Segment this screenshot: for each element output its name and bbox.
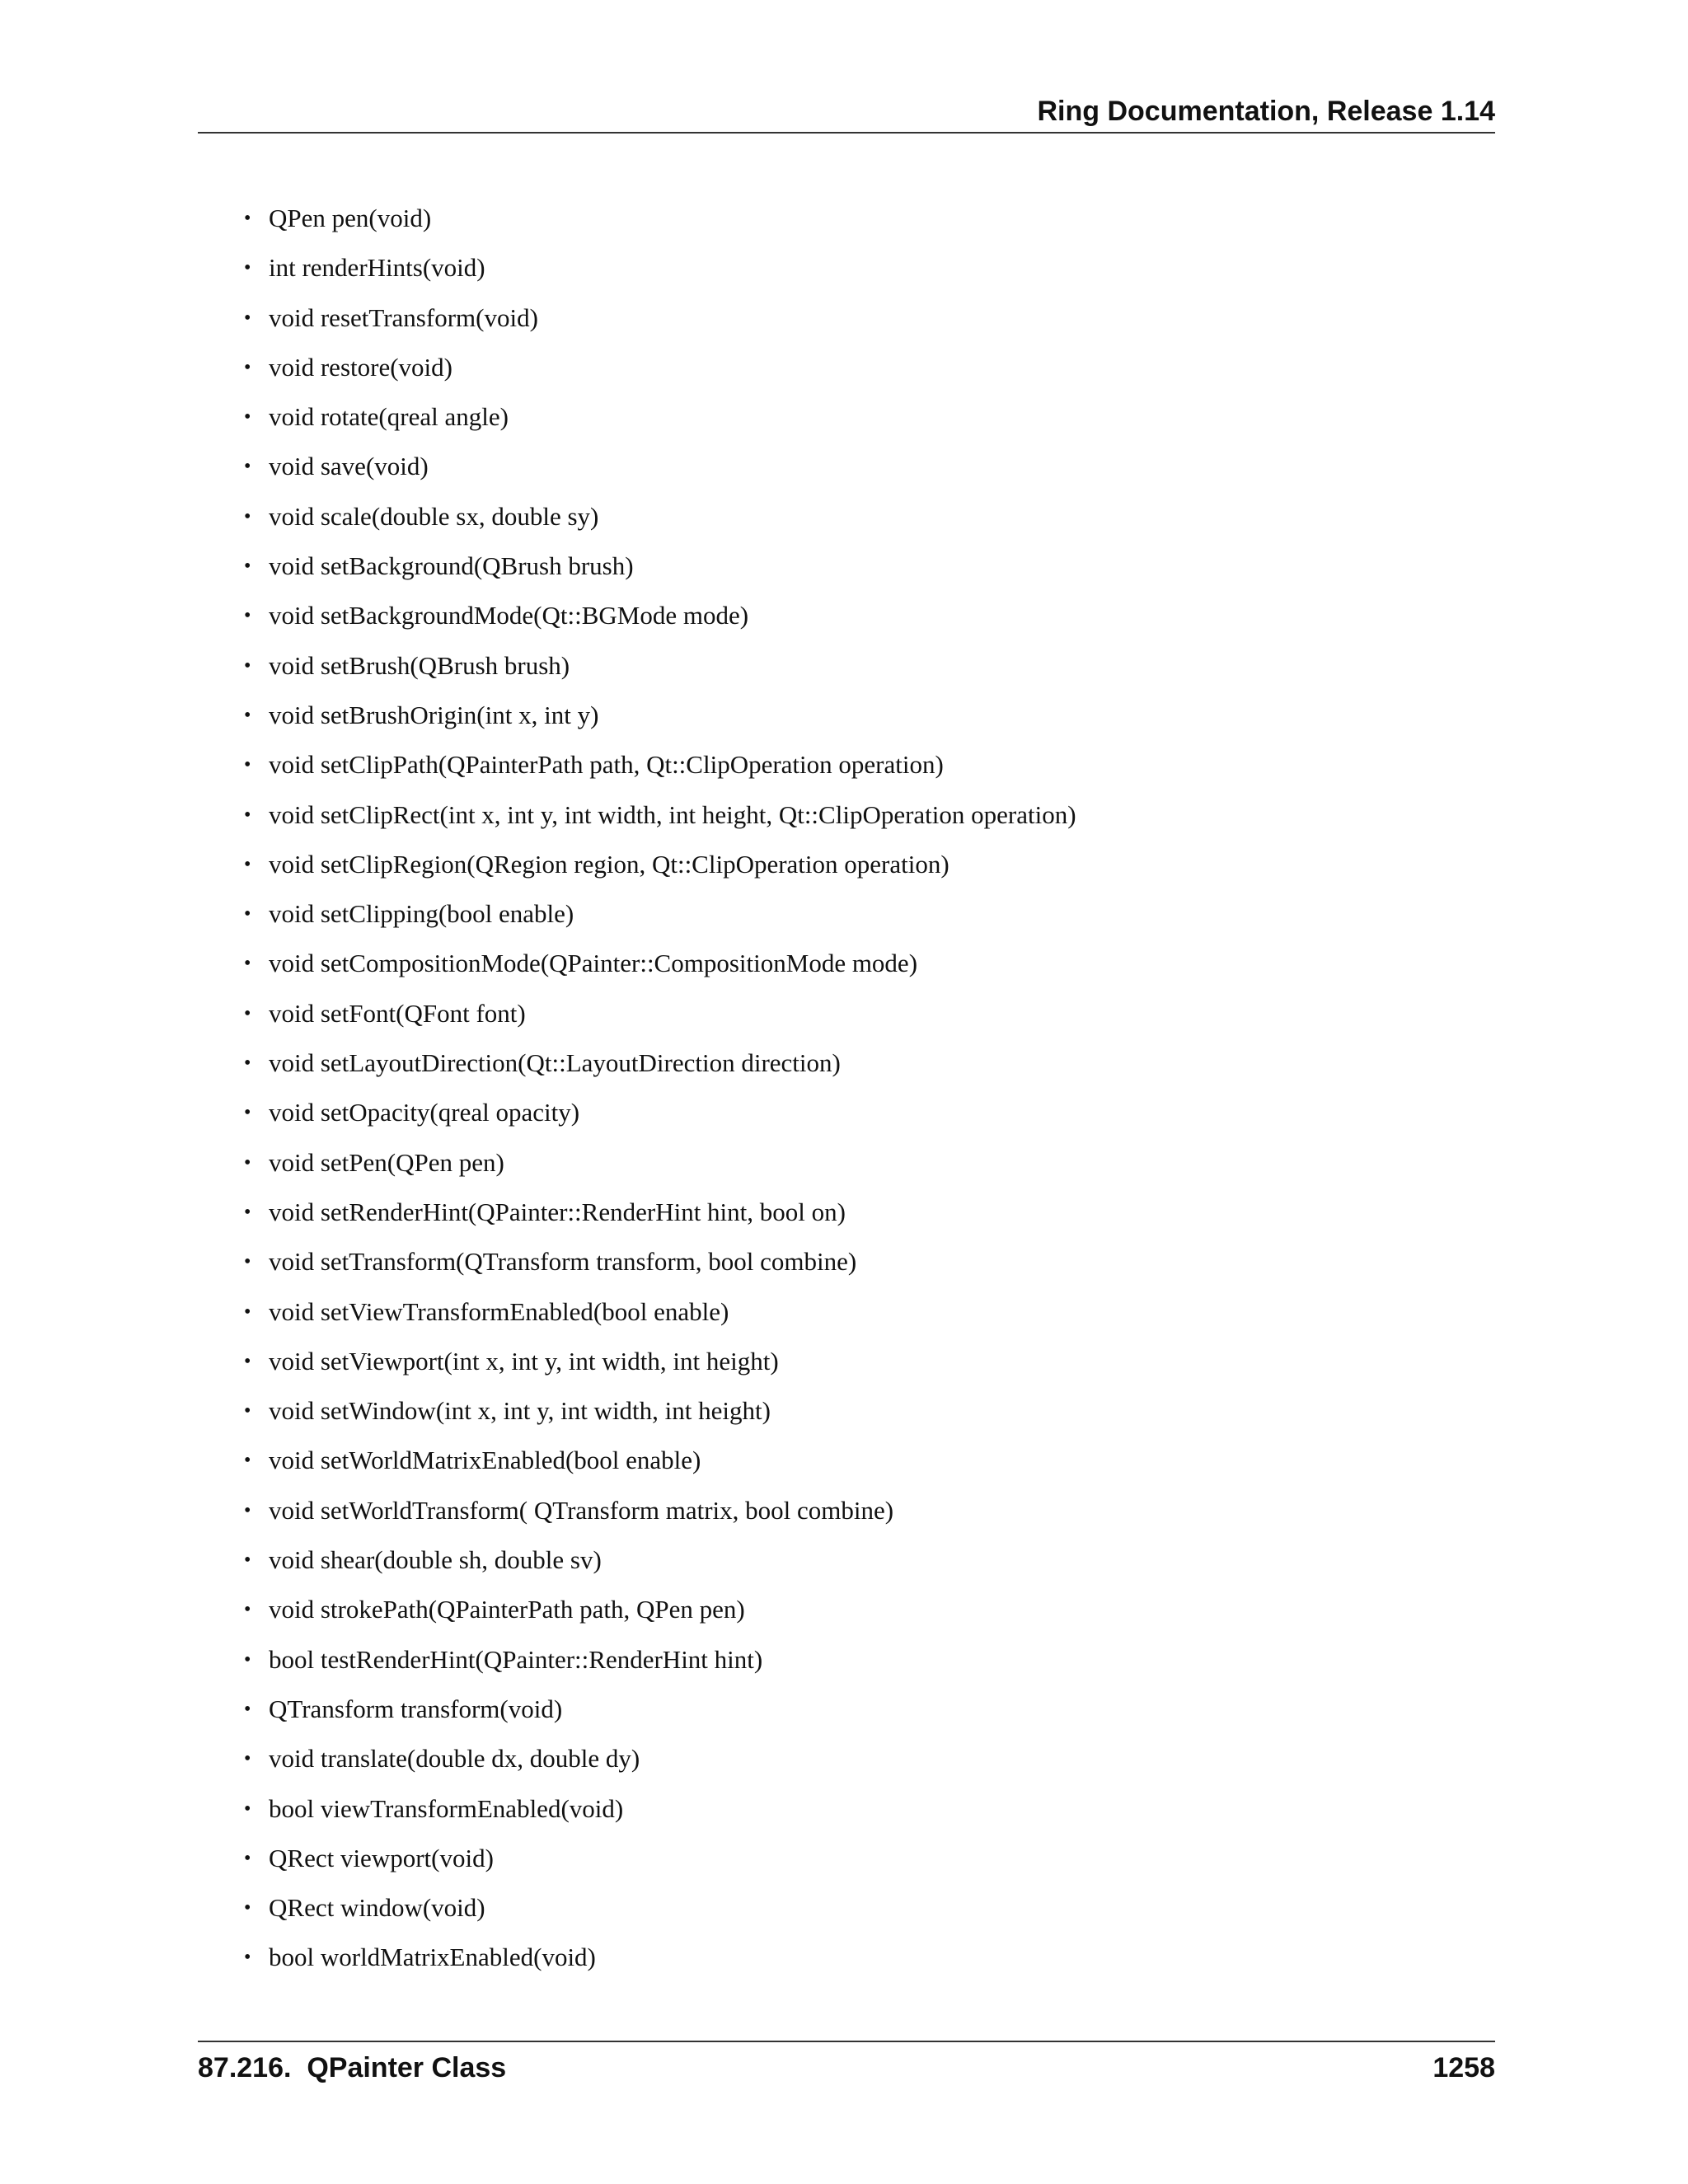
method-list-item: [241, 1736, 1076, 1785]
method-signature: void setBackground(QBrush brush): [269, 551, 634, 581]
bullet-icon: •: [244, 1400, 251, 1422]
method-signature: void restore(void): [269, 352, 452, 382]
method-list-item: [241, 991, 1076, 1040]
method-list-item: [241, 443, 1076, 493]
method-signature: void save(void): [269, 452, 429, 481]
method-list-item: [241, 494, 1076, 543]
method-list-item: [241, 1885, 1076, 1934]
method-list-item: [241, 792, 1076, 841]
method-list-item: [241, 543, 1076, 593]
bullet-icon: •: [244, 555, 251, 578]
bullet-icon: •: [244, 903, 251, 926]
method-signature: void setCompositionMode(QPainter::CompositionMode mode): [269, 949, 918, 978]
method-list-item: [241, 692, 1076, 742]
method-list-item: [241, 891, 1076, 940]
method-list-item: [241, 1686, 1076, 1736]
method-signature: void setOpacity(qreal opacity): [269, 1098, 580, 1127]
bullet-icon: •: [244, 754, 251, 776]
method-signature: void setPen(QPen pen): [269, 1147, 504, 1177]
method-list-item: [241, 1189, 1076, 1239]
method-list: [241, 195, 1076, 1985]
bullet-icon: •: [244, 605, 251, 627]
method-list-item: [241, 1488, 1076, 1537]
method-list-item: [241, 1637, 1076, 1686]
method-list-item: [241, 394, 1076, 443]
bullet-icon: •: [244, 1450, 251, 1472]
method-list-item: [241, 1537, 1076, 1586]
method-list-item: [241, 841, 1076, 891]
method-list-item: [241, 1338, 1076, 1388]
method-list-item: [241, 1835, 1076, 1885]
method-signature: void setViewport(int x, int y, int width, int height): [269, 1346, 779, 1376]
method-signature: void setRenderHint(QPainter::RenderHint hint, bool on): [269, 1197, 846, 1226]
method-signature: QRect viewport(void): [269, 1843, 494, 1872]
method-list-item: [241, 295, 1076, 344]
method-signature: void resetTransform(void): [269, 302, 538, 332]
method-signature: QRect window(void): [269, 1893, 485, 1923]
bullet-icon: •: [244, 1350, 251, 1372]
method-signature: void setWorldTransform( QTransform matrix, bool combine): [269, 1495, 894, 1525]
method-list-item: [241, 593, 1076, 642]
bullet-icon: •: [244, 257, 251, 279]
bullet-icon: •: [244, 1648, 251, 1671]
method-signature: void setWindow(int x, int y, int width, int height): [269, 1396, 771, 1426]
method-signature: void rotate(qreal angle): [269, 402, 509, 432]
method-list-item: [241, 1786, 1076, 1835]
method-signature: bool viewTransformEnabled(void): [269, 1793, 624, 1823]
bullet-icon: •: [244, 1797, 251, 1820]
method-list-item: [241, 742, 1076, 791]
method-list-item: [241, 940, 1076, 990]
method-list-item: [241, 245, 1076, 294]
method-signature: void setBackgroundMode(Qt::BGMode mode): [269, 601, 749, 630]
section-title: 87.216. QPainter Class: [198, 2052, 507, 2083]
method-signature: void setWorldMatrixEnabled(bool enable): [269, 1446, 701, 1475]
method-signature: void setClipPath(QPainterPath path, Qt::ClipOperation operation): [269, 750, 944, 780]
bullet-icon: •: [244, 505, 251, 527]
method-signature: void shear(double sh, double sv): [269, 1545, 602, 1575]
method-list-item: [241, 643, 1076, 692]
method-signature: void setViewTransformEnabled(bool enable): [269, 1296, 729, 1326]
method-list-item: [241, 1437, 1076, 1487]
bullet-icon: •: [244, 1947, 251, 1969]
bullet-icon: •: [244, 1897, 251, 1919]
method-signature: void setClipRect(int x, int y, int width, int height, Qt::ClipOperation operation): [269, 799, 1076, 829]
bullet-icon: •: [244, 1201, 251, 1223]
method-list-item: [241, 1090, 1076, 1139]
method-signature: QPen pen(void): [269, 204, 432, 232]
bullet-icon: •: [244, 804, 251, 826]
method-signature: int renderHints(void): [269, 253, 485, 283]
page-number: 1258: [1432, 2052, 1495, 2083]
bullet-icon: •: [244, 456, 251, 478]
bullet-icon: •: [244, 1698, 251, 1720]
bullet-icon: •: [244, 704, 251, 726]
method-signature: void translate(double dx, double dy): [269, 1744, 640, 1774]
document-title: Ring Documentation, Release 1.14: [1037, 96, 1495, 127]
method-signature: void setClipping(bool enable): [269, 899, 574, 929]
method-list-item: [241, 1040, 1076, 1090]
method-signature: void setBrush(QBrush brush): [269, 650, 570, 680]
page-footer: [198, 2041, 1495, 2092]
bullet-icon: •: [244, 1847, 251, 1869]
bullet-icon: •: [244, 1102, 251, 1124]
method-list-item: [241, 344, 1076, 394]
bullet-icon: •: [244, 406, 251, 429]
method-signature: QTransform transform(void): [269, 1694, 563, 1723]
bullet-icon: •: [244, 1599, 251, 1621]
bullet-icon: •: [244, 356, 251, 378]
method-list-item: [241, 1239, 1076, 1288]
method-list-item: [241, 1140, 1076, 1189]
method-signature: void setFont(QFont font): [269, 998, 526, 1028]
bullet-icon: •: [244, 1251, 251, 1273]
method-signature: bool testRenderHint(QPainter::RenderHint hint): [269, 1644, 763, 1674]
method-list-item: [241, 1934, 1076, 1984]
method-signature: void setTransform(QTransform transform, bool combine): [269, 1247, 857, 1277]
bullet-icon: •: [244, 1301, 251, 1323]
bullet-icon: •: [244, 307, 251, 329]
bullet-icon: •: [244, 208, 251, 229]
bullet-icon: •: [244, 1151, 251, 1174]
method-list-item: [241, 1289, 1076, 1338]
method-list-item: [241, 195, 1076, 245]
method-signature: void setClipRegion(QRegion region, Qt::ClipOperation operation): [269, 849, 950, 879]
bullet-icon: •: [244, 1499, 251, 1521]
bullet-icon: •: [244, 953, 251, 975]
method-signature: void scale(double sx, double sy): [269, 501, 599, 531]
method-signature: bool worldMatrixEnabled(void): [269, 1943, 596, 1972]
page-header: [198, 91, 1495, 134]
bullet-icon: •: [244, 853, 251, 875]
method-signature: void setLayoutDirection(Qt::LayoutDirection direction): [269, 1048, 841, 1078]
bullet-icon: •: [244, 1748, 251, 1770]
bullet-icon: •: [244, 1549, 251, 1572]
method-signature: void setBrushOrigin(int x, int y): [269, 700, 599, 729]
bullet-icon: •: [244, 654, 251, 677]
bullet-icon: •: [244, 1052, 251, 1075]
method-signature: void strokePath(QPainterPath path, QPen pen): [269, 1595, 745, 1624]
method-list-item: [241, 1388, 1076, 1437]
method-list-item: [241, 1586, 1076, 1636]
bullet-icon: •: [244, 1002, 251, 1024]
